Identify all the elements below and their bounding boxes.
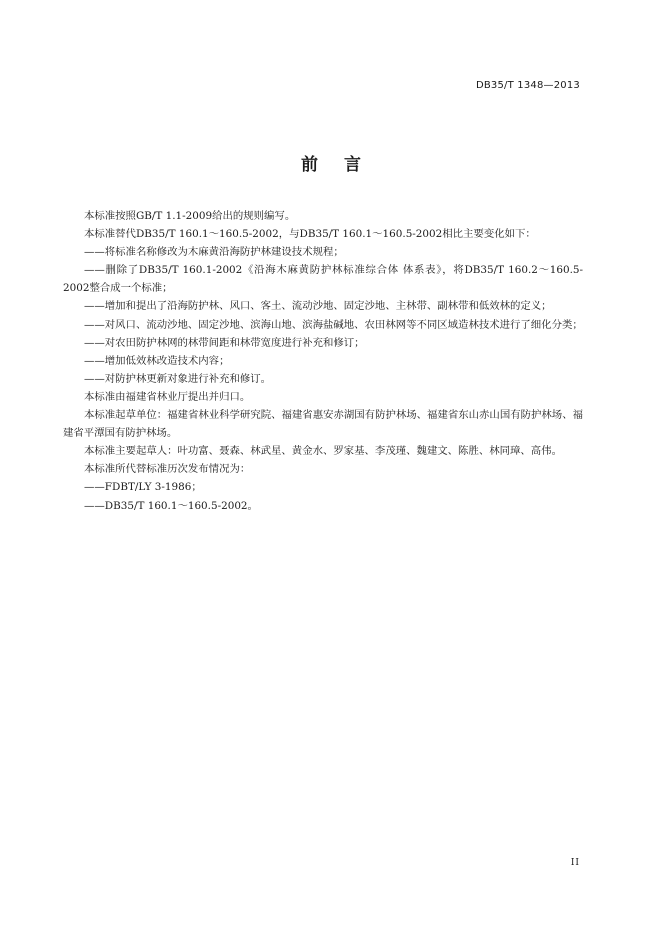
- change-item-delete-merge: ——删除了DB35/T 160.1-2002《沿海木麻黄防护林标准综合体 体系表》，将DB35/T 160.2～160.5-2002整合成一个标准；: [63, 264, 583, 295]
- history-item-1986: ——FDBT/LY 3-1986；: [84, 481, 202, 494]
- page-title: 前言: [301, 155, 387, 175]
- document-body: [63, 207, 583, 515]
- page-number: II: [570, 858, 580, 868]
- paragraph-drafting-rules: 本标准按照GB/T 1.1-2009给出的规则编写。: [84, 210, 296, 222]
- change-item-classification: ——对风口、流动沙地、固定沙地、滨海山地、滨海盐碱地、农田林网等不同区域造林技术进行了细化分类；: [84, 318, 583, 331]
- change-item-low-efficiency: ——增加低效林改造技术内容；: [84, 354, 230, 367]
- document-code: DB35/T 1348—2013: [475, 80, 580, 91]
- paragraph-drafting-units: 本标准起草单位：福建省林业科学研究院、福建省惠安赤湖国有防护林场、福建省东山赤山国有防护林场、福建省平潭国有防护林场。: [63, 409, 583, 440]
- change-item-rename: ——将标准名称修改为木麻黄沿海防护林建设技术规程；: [84, 246, 344, 259]
- paragraph-proposer: 本标准由福建省林业厅提出并归口。: [84, 390, 251, 403]
- paragraph-replacement: 本标准替代DB35/T 160.1～160.5-2002，与DB35/T 160.1～160.5-2002相比主要变化如下：: [84, 228, 536, 241]
- paragraph-history: 本标准所代替标准历次发布情况为：: [84, 463, 251, 476]
- change-item-renewal: ——对防护林更新对象进行补充和修订。: [84, 372, 272, 385]
- change-item-definitions: ——增加和提出了沿海防护林、风口、客土、流动沙地、固定沙地、主林带、副林带和低效林的定义；: [84, 300, 552, 313]
- history-item-2002: ——DB35/T 160.1～160.5-2002。: [84, 499, 258, 512]
- change-item-farmland-network: ——对农田防护林网的林带间距和林带宽度进行补充和修订；: [84, 336, 365, 349]
- paragraph-drafters: 本标准主要起草人：叶功富、聂森、林武星、黄金水、罗家基、李茂瑾、魏建文、陈胜、林同璋、高伟。: [84, 445, 562, 458]
